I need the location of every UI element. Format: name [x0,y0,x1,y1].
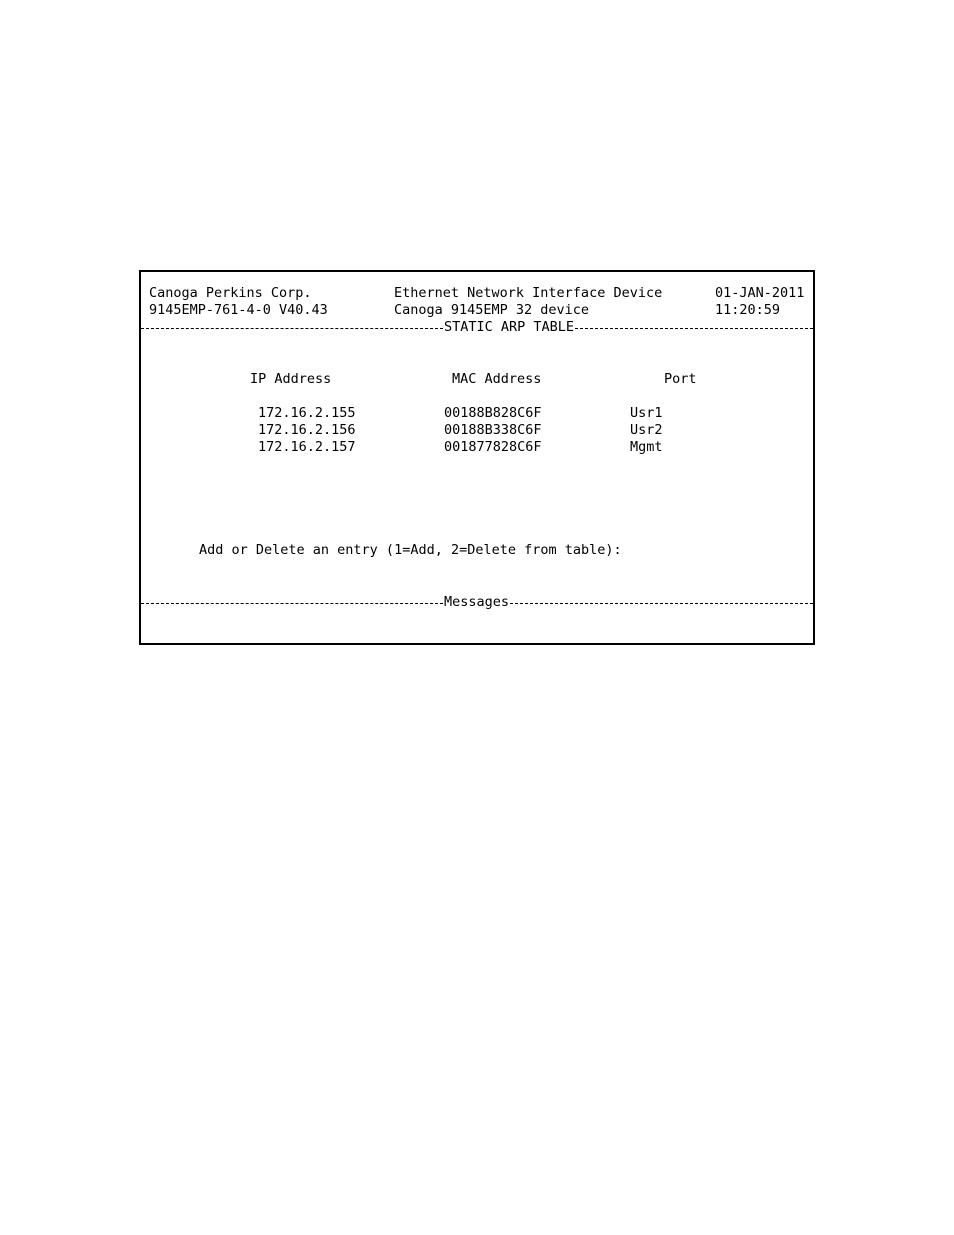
system-date: 01-JAN-2011 [715,285,805,301]
messages-rule [141,594,813,611]
row-ip: 172.16.2.155 [258,405,356,421]
row-port: Mgmt [630,439,663,455]
title-rule-left [141,328,443,329]
command-prompt[interactable]: Add or Delete an entry (1=Add, 2=Delete from table): [199,542,622,558]
row-mac: 00188B828C6F [444,405,542,421]
messages-area [141,612,813,642]
title-rule [141,319,813,336]
row-mac: 001877828C6F [444,439,542,455]
title-rule-right [575,328,813,329]
messages-rule-right [510,603,813,604]
firmware-version: 9145EMP-761-4-0 V40.43 [149,302,328,318]
row-ip: 172.16.2.157 [258,439,356,455]
column-header-ip: IP Address [250,371,332,387]
device-name: Canoga 9145EMP 32 device [394,302,590,318]
column-header-port: Port [664,371,697,387]
row-mac: 00188B338C6F [444,422,542,438]
row-port: Usr1 [630,405,663,421]
device-type: Ethernet Network Interface Device [394,285,663,301]
row-ip: 172.16.2.156 [258,422,356,438]
company-name: Canoga Perkins Corp. [149,285,312,301]
messages-rule-left [141,603,443,604]
terminal-screen[interactable] [139,270,815,645]
screen-title: STATIC ARP TABLE [444,319,575,335]
messages-title: Messages [444,594,510,610]
row-port: Usr2 [630,422,663,438]
system-time: 11:20:59 [715,302,781,318]
column-header-mac: MAC Address [452,371,542,387]
